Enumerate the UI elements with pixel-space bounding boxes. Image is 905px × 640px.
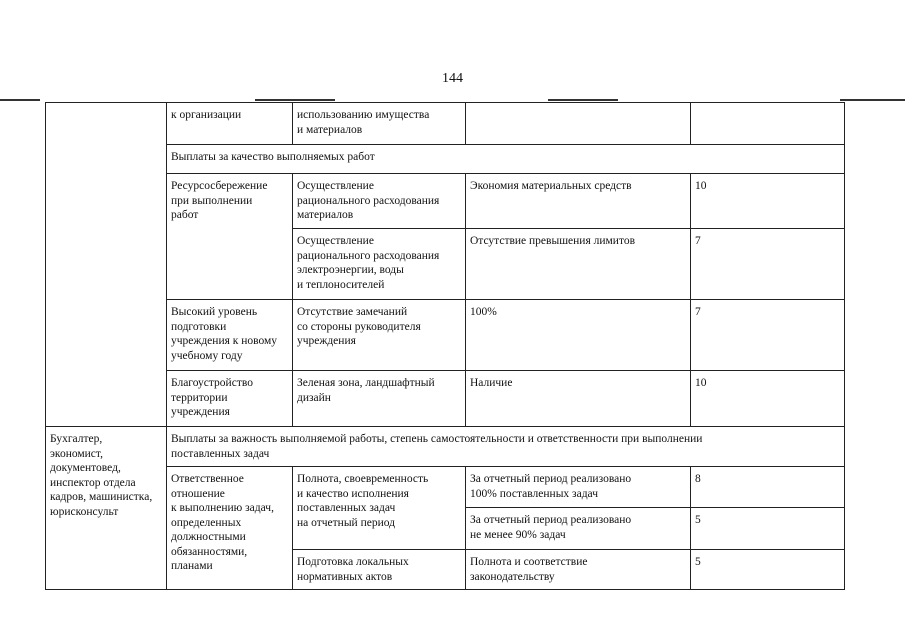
condition-cell: За отчетный период реализовано не менее 90% задач: [466, 508, 691, 550]
scan-rule-mid-left: [255, 99, 335, 101]
position-cell-empty: [46, 103, 167, 427]
position-cell: Бухгалтер, экономист, документовед, инспектор отдела кадров, машинистка, юрисконсульт: [46, 427, 167, 590]
points-cell: 10: [691, 371, 845, 427]
indicator-cell: Полнота, своевременность и качество исполнения поставленных задач на отчетный период: [293, 467, 466, 550]
points-cell: 10: [691, 174, 845, 229]
indicator-cell: Отсутствие замечаний со стороны руководителя учреждения: [293, 300, 466, 371]
criterion-cell: Ответственное отношение к выполнению задач, определенных должностными обязанностями, планами: [167, 467, 293, 590]
indicator-cell: Подготовка локальных нормативных актов: [293, 550, 466, 590]
scan-rule-right: [840, 99, 905, 101]
section-heading: Выплаты за качество выполняемых работ: [167, 145, 845, 174]
indicator-cell: Зеленая зона, ландшафтный дизайн: [293, 371, 466, 427]
scan-rule-left: [0, 99, 40, 101]
indicator-cell: использованию имущества и материалов: [293, 103, 466, 145]
criterion-cell: Благоустройство территории учреждения: [167, 371, 293, 427]
condition-cell: [466, 103, 691, 145]
page-number: 144: [442, 71, 463, 86]
condition-cell: 100%: [466, 300, 691, 371]
table-row: [46, 103, 845, 145]
points-cell: [691, 103, 845, 145]
points-cell: 7: [691, 229, 845, 300]
indicator-cell: Осуществление рационального расходования материалов: [293, 174, 466, 229]
points-cell: 7: [691, 300, 845, 371]
condition-cell: Наличие: [466, 371, 691, 427]
condition-cell: Отсутствие превышения лимитов: [466, 229, 691, 300]
table-row: [46, 427, 845, 467]
condition-cell: За отчетный период реализовано 100% поставленных задач: [466, 467, 691, 508]
points-cell: 8: [691, 467, 845, 508]
scan-rule-mid-right: [548, 99, 618, 101]
payments-table: [45, 102, 845, 590]
points-cell: 5: [691, 508, 845, 550]
criterion-cell: к организации: [167, 103, 293, 145]
points-cell: 5: [691, 550, 845, 590]
section-heading: Выплаты за важность выполняемой работы, степень самостоятельности и ответственности при выполнении поставленных задач: [167, 427, 845, 467]
indicator-cell: Осуществление рационального расходования электроэнергии, воды и теплоносителей: [293, 229, 466, 300]
criterion-cell: Высокий уровень подготовки учреждения к новому учебному году: [167, 300, 293, 371]
criterion-cell: Ресурсосбережение при выполнении работ: [167, 174, 293, 300]
condition-cell: Полнота и соответствие законодательству: [466, 550, 691, 590]
condition-cell: Экономия материальных средств: [466, 174, 691, 229]
